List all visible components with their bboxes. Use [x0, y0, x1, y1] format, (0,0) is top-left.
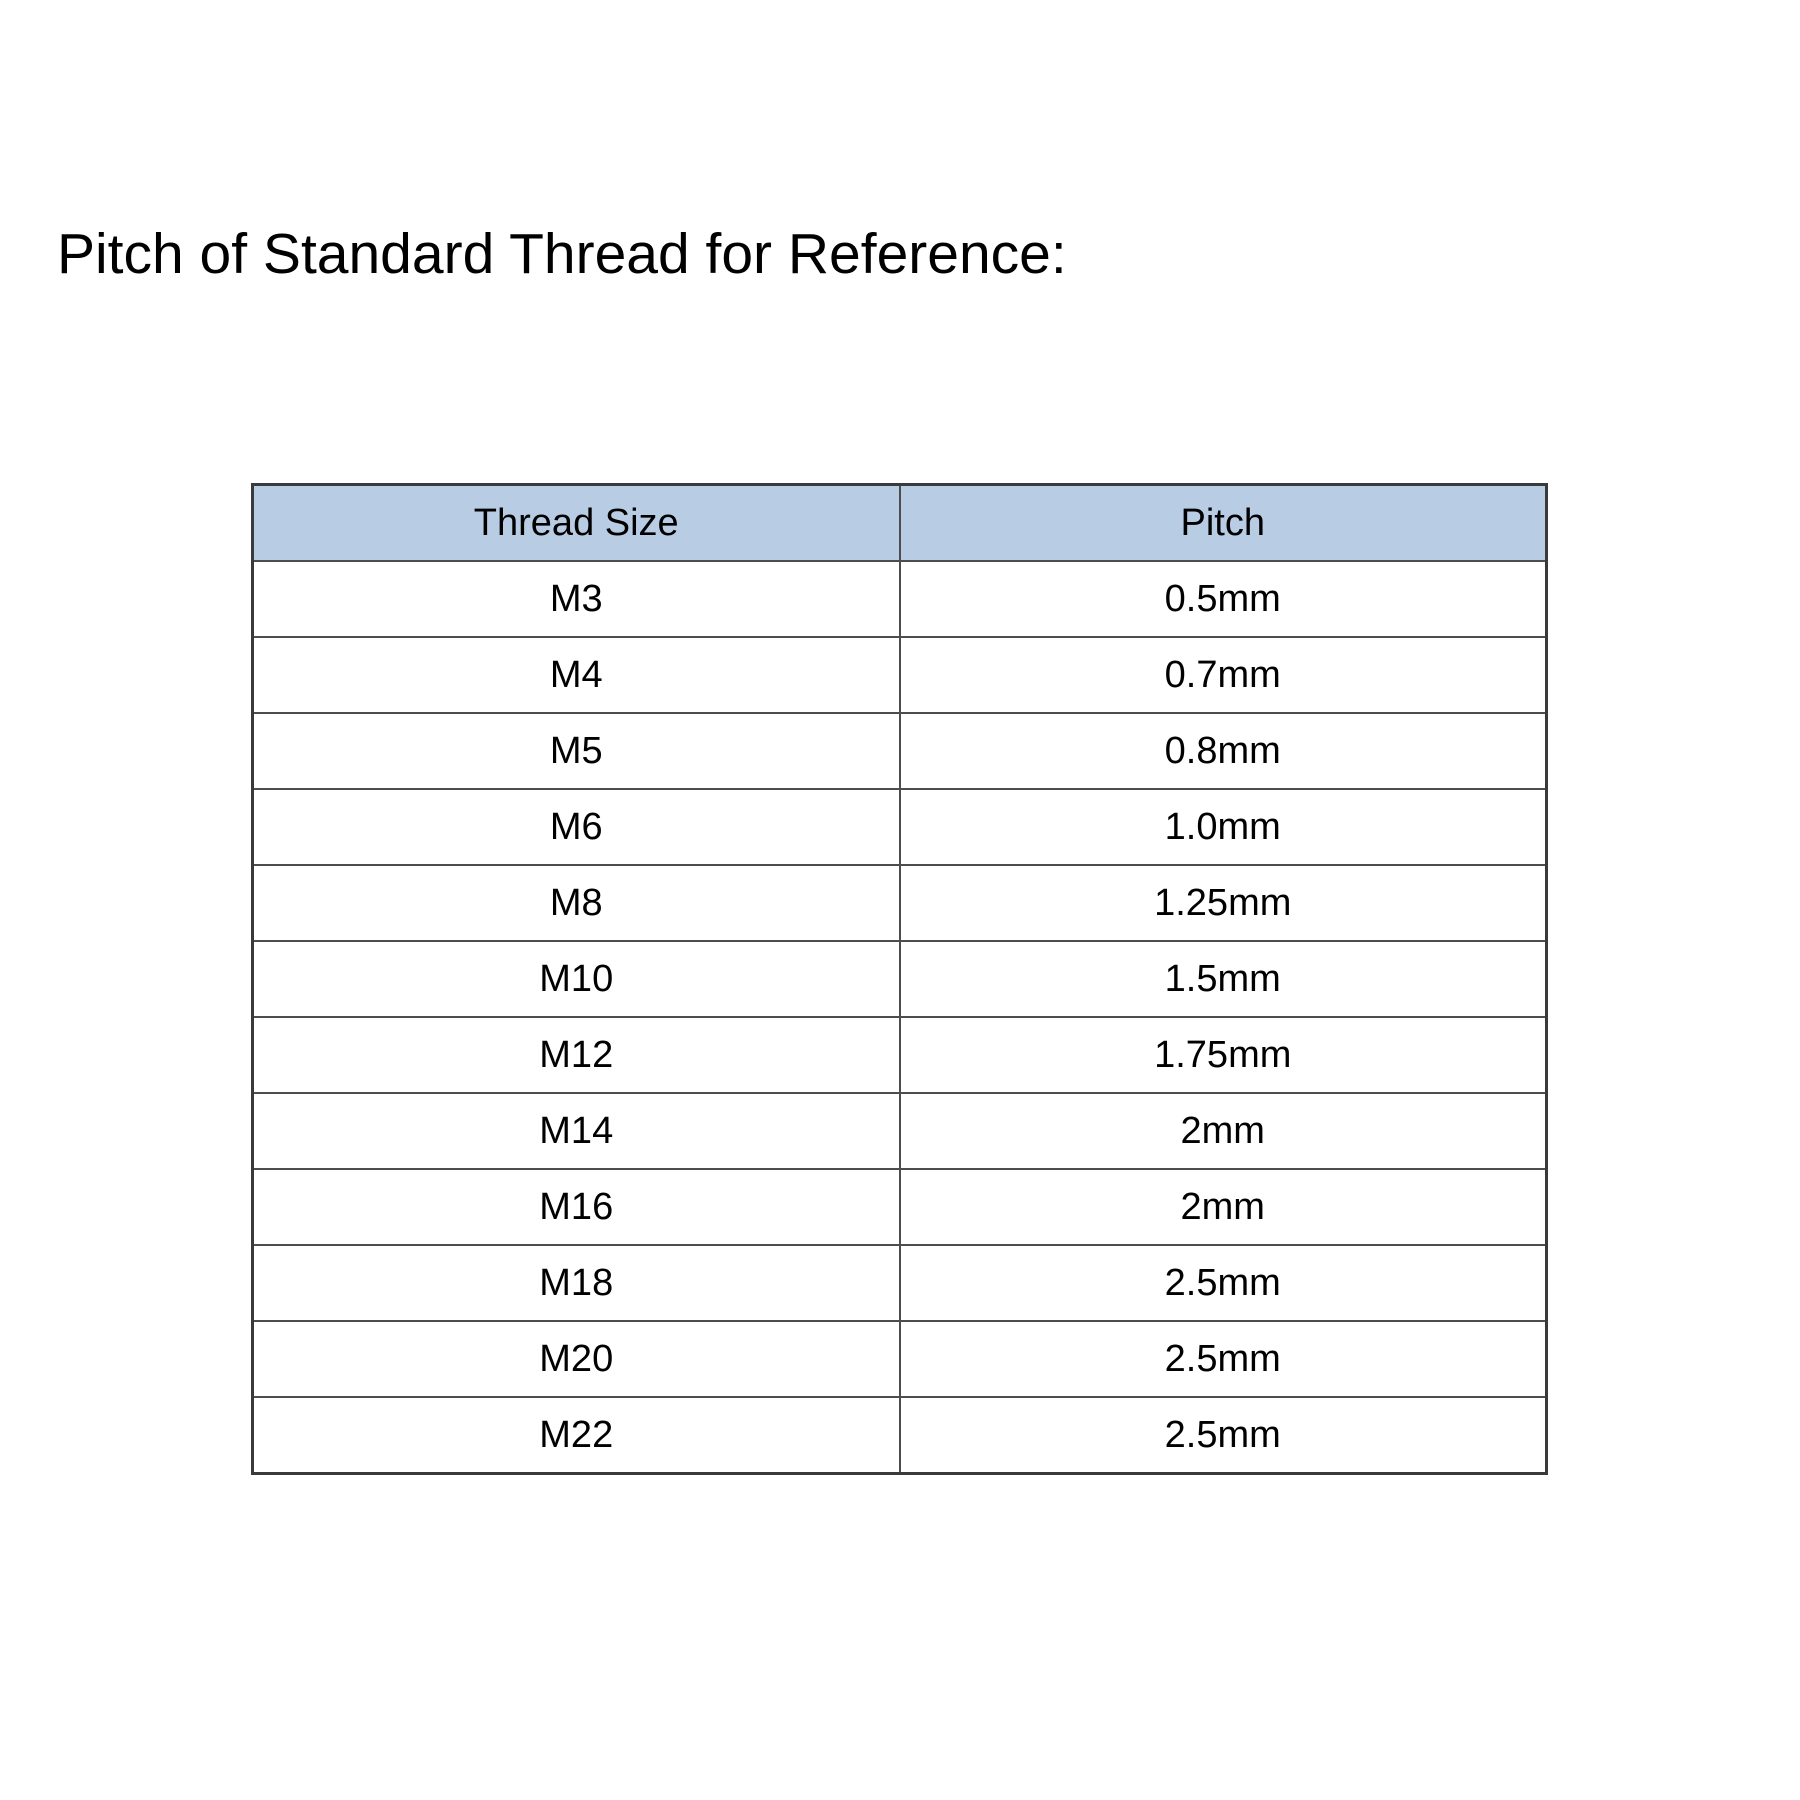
pitch-cell: 1.0mm	[900, 789, 1547, 865]
table-row	[253, 1245, 1547, 1321]
pitch-cell: 2mm	[900, 1093, 1547, 1169]
table-row	[253, 941, 1547, 1017]
pitch-cell: 2.5mm	[900, 1321, 1547, 1397]
table-row	[253, 1397, 1547, 1474]
thread-size-cell: M12	[253, 1017, 900, 1093]
pitch-cell: 1.25mm	[900, 865, 1547, 941]
table-header	[253, 485, 1547, 562]
table-row	[253, 1093, 1547, 1169]
table-row	[253, 1169, 1547, 1245]
thread-pitch-table	[251, 483, 1548, 1475]
thread-size-cell: M20	[253, 1321, 900, 1397]
column-header-thread-size: Thread Size	[253, 485, 900, 562]
thread-size-cell: M4	[253, 637, 900, 713]
thread-size-cell: M3	[253, 561, 900, 637]
page-title: Pitch of Standard Thread for Reference:	[57, 222, 1067, 286]
table-row	[253, 713, 1547, 789]
thread-size-cell: M8	[253, 865, 900, 941]
thread-size-cell: M10	[253, 941, 900, 1017]
thread-size-cell: M14	[253, 1093, 900, 1169]
pitch-cell: 0.8mm	[900, 713, 1547, 789]
thread-size-cell: M16	[253, 1169, 900, 1245]
table-row	[253, 865, 1547, 941]
pitch-cell: 1.75mm	[900, 1017, 1547, 1093]
thread-size-cell: M18	[253, 1245, 900, 1321]
table-row	[253, 637, 1547, 713]
table-row	[253, 789, 1547, 865]
pitch-cell: 0.5mm	[900, 561, 1547, 637]
table-header-row	[253, 485, 1547, 562]
pitch-cell: 0.7mm	[900, 637, 1547, 713]
pitch-cell: 2.5mm	[900, 1245, 1547, 1321]
thread-size-cell: M22	[253, 1397, 900, 1474]
thread-size-cell: M5	[253, 713, 900, 789]
pitch-cell: 1.5mm	[900, 941, 1547, 1017]
column-header-pitch: Pitch	[900, 485, 1547, 562]
table-row	[253, 1321, 1547, 1397]
table-row	[253, 1017, 1547, 1093]
table-body	[253, 561, 1547, 1474]
thread-size-cell: M6	[253, 789, 900, 865]
table-row	[253, 561, 1547, 637]
pitch-cell: 2.5mm	[900, 1397, 1547, 1474]
pitch-cell: 2mm	[900, 1169, 1547, 1245]
